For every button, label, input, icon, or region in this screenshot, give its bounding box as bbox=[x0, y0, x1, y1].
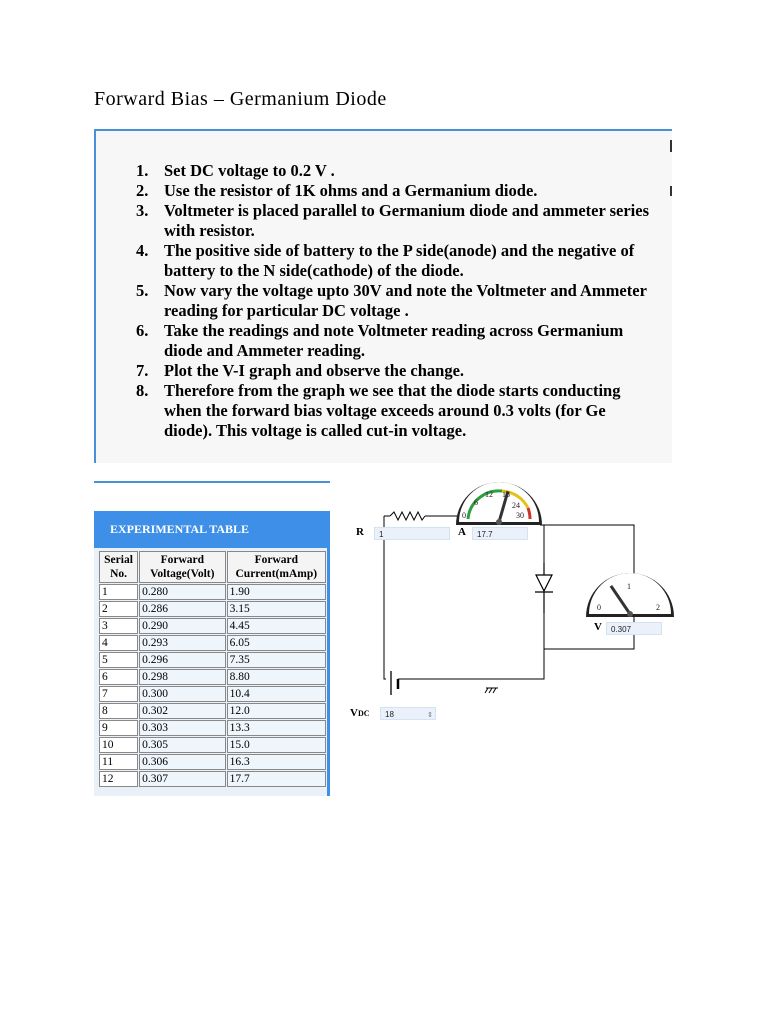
procedure-step bbox=[136, 161, 654, 181]
step-number: 1. bbox=[136, 161, 149, 180]
step-text: Take the readings and note Voltmeter reading across Germanium diode and Ammeter reading. bbox=[164, 321, 624, 360]
voltage-cell: 0.298 bbox=[139, 669, 226, 685]
voltage-cell: 0.290 bbox=[139, 618, 226, 634]
procedure-panel bbox=[94, 129, 672, 463]
ammeter-gauge bbox=[456, 482, 542, 525]
ammeter-tick-24: 24 bbox=[512, 501, 520, 510]
voltage-cell: 0.307 bbox=[139, 771, 226, 787]
voltage-cell: 0.303 bbox=[139, 720, 226, 736]
voltage-cell: 0.305 bbox=[139, 737, 226, 753]
serial-cell: 9 bbox=[99, 720, 138, 736]
procedure-step bbox=[136, 181, 654, 201]
step-number: 5. bbox=[136, 281, 149, 300]
serial-cell: 12 bbox=[99, 771, 138, 787]
procedure-step bbox=[136, 281, 654, 321]
header-current: Forward Current(mAmp) bbox=[227, 551, 326, 583]
table-row bbox=[99, 771, 326, 787]
procedure-step bbox=[136, 201, 654, 241]
experimental-table bbox=[98, 550, 327, 788]
voltage-cell: 0.300 bbox=[139, 686, 226, 702]
serial-cell: 7 bbox=[99, 686, 138, 702]
wire-top-right bbox=[540, 525, 634, 581]
voltage-cell: 0.280 bbox=[139, 584, 226, 600]
current-cell: 13.3 bbox=[227, 720, 326, 736]
serial-cell: 5 bbox=[99, 652, 138, 668]
voltmeter-reading: 0.307 bbox=[606, 622, 662, 635]
serial-cell: 8 bbox=[99, 703, 138, 719]
table-row bbox=[99, 703, 326, 719]
step-text: Plot the V-I graph and observe the change. bbox=[164, 361, 465, 380]
voltmeter-label: V bbox=[594, 621, 602, 633]
procedure-step bbox=[136, 381, 654, 441]
page-title: Forward Bias – Germanium Diode bbox=[94, 88, 387, 110]
step-text: The positive side of battery to the P side(anode) and the negative of battery to the N side(cathode) of the diode. bbox=[164, 241, 635, 280]
panel-edge-mark bbox=[670, 140, 672, 152]
current-cell: 12.0 bbox=[227, 703, 326, 719]
current-cell: 1.90 bbox=[227, 584, 326, 600]
diode-symbol bbox=[535, 563, 553, 613]
table-row bbox=[99, 635, 326, 651]
ammeter-tick-30: 30 bbox=[516, 511, 524, 520]
voltage-cell: 0.296 bbox=[139, 652, 226, 668]
step-text: Use the resistor of 1K ohms and a Germanium diode. bbox=[164, 181, 538, 200]
current-cell: 16.3 bbox=[227, 754, 326, 770]
table-row bbox=[99, 754, 326, 770]
table-divider bbox=[94, 481, 330, 483]
table-row bbox=[99, 584, 326, 600]
voltage-cell: 0.286 bbox=[139, 601, 226, 617]
step-text: Voltmeter is placed parallel to Germanium diode and ammeter series with resistor. bbox=[164, 201, 650, 240]
current-cell: 10.4 bbox=[227, 686, 326, 702]
current-cell: 17.7 bbox=[227, 771, 326, 787]
step-number: 4. bbox=[136, 241, 149, 260]
wire-bottom bbox=[398, 613, 544, 679]
serial-cell: 6 bbox=[99, 669, 138, 685]
table-row bbox=[99, 686, 326, 702]
table-row bbox=[99, 652, 326, 668]
circuit-panel bbox=[338, 481, 674, 794]
vdc-value: 18 bbox=[385, 710, 394, 719]
step-text: Therefore from the graph we see that the diode starts conducting when the forward bias voltage exceeds around 0.3 volts (for Ge diode). This voltage is called cut-in voltage. bbox=[164, 381, 621, 440]
serial-cell: 11 bbox=[99, 754, 138, 770]
voltmeter-tick-2: 2 bbox=[656, 603, 660, 612]
serial-cell: 10 bbox=[99, 737, 138, 753]
serial-cell: 1 bbox=[99, 584, 138, 600]
vdc-label bbox=[350, 707, 370, 719]
current-cell: 4.45 bbox=[227, 618, 326, 634]
ammeter-tick-6: 6 bbox=[474, 498, 478, 507]
table-heading: EXPERIMENTAL TABLE bbox=[94, 511, 330, 548]
serial-cell: 4 bbox=[99, 635, 138, 651]
wire-left bbox=[384, 516, 386, 679]
voltmeter-tick-1: 1 bbox=[627, 582, 631, 591]
step-number: 7. bbox=[136, 361, 149, 380]
current-cell: 3.15 bbox=[227, 601, 326, 617]
ammeter-tick-0: 0 bbox=[462, 511, 466, 520]
panel-edge-mark bbox=[670, 186, 672, 196]
battery-symbol bbox=[391, 671, 398, 695]
current-cell: 7.35 bbox=[227, 652, 326, 668]
ammeter-reading: 17.7 bbox=[472, 527, 528, 540]
current-cell: 15.0 bbox=[227, 737, 326, 753]
step-text: Now vary the voltage upto 30V and note the Voltmeter and Ammeter reading for particular DC voltage . bbox=[164, 281, 647, 320]
voltage-cell: 0.302 bbox=[139, 703, 226, 719]
resistor-symbol bbox=[390, 512, 425, 520]
current-cell: 8.80 bbox=[227, 669, 326, 685]
procedure-step bbox=[136, 361, 654, 381]
procedure-step bbox=[136, 321, 654, 361]
stepper-arrows-icon[interactable]: ⇕ bbox=[427, 712, 433, 719]
serial-cell: 3 bbox=[99, 618, 138, 634]
table-row bbox=[99, 669, 326, 685]
ground-symbol bbox=[485, 688, 498, 693]
current-cell: 6.05 bbox=[227, 635, 326, 651]
resistor-input[interactable]: 1 bbox=[374, 527, 450, 540]
procedure-step bbox=[136, 241, 654, 281]
header-voltage: Forward Voltage(Volt) bbox=[139, 551, 226, 583]
step-text: Set DC voltage to 0.2 V . bbox=[164, 161, 335, 180]
voltage-cell: 0.293 bbox=[139, 635, 226, 651]
step-number: 6. bbox=[136, 321, 149, 340]
ammeter-label: A bbox=[458, 526, 466, 538]
procedure-steps bbox=[136, 161, 654, 441]
step-number: 2. bbox=[136, 181, 149, 200]
table-row bbox=[99, 737, 326, 753]
vdc-label-sub: DC bbox=[357, 709, 370, 718]
experimental-table-panel bbox=[94, 548, 330, 796]
header-serial: Serial No. bbox=[99, 551, 138, 583]
resistor-label: R bbox=[356, 526, 364, 538]
table-row bbox=[99, 720, 326, 736]
table-row bbox=[99, 601, 326, 617]
voltage-cell: 0.306 bbox=[139, 754, 226, 770]
step-number: 8. bbox=[136, 381, 149, 400]
step-number: 3. bbox=[136, 201, 149, 220]
ammeter-tick-18: 18 bbox=[502, 490, 510, 499]
vdc-stepper[interactable] bbox=[380, 707, 436, 720]
vdc-label-main: V bbox=[350, 707, 358, 719]
table-row bbox=[99, 618, 326, 634]
voltmeter-gauge bbox=[586, 573, 674, 617]
voltmeter-tick-0: 0 bbox=[597, 603, 601, 612]
serial-cell: 2 bbox=[99, 601, 138, 617]
ammeter-tick-12: 12 bbox=[485, 490, 493, 499]
